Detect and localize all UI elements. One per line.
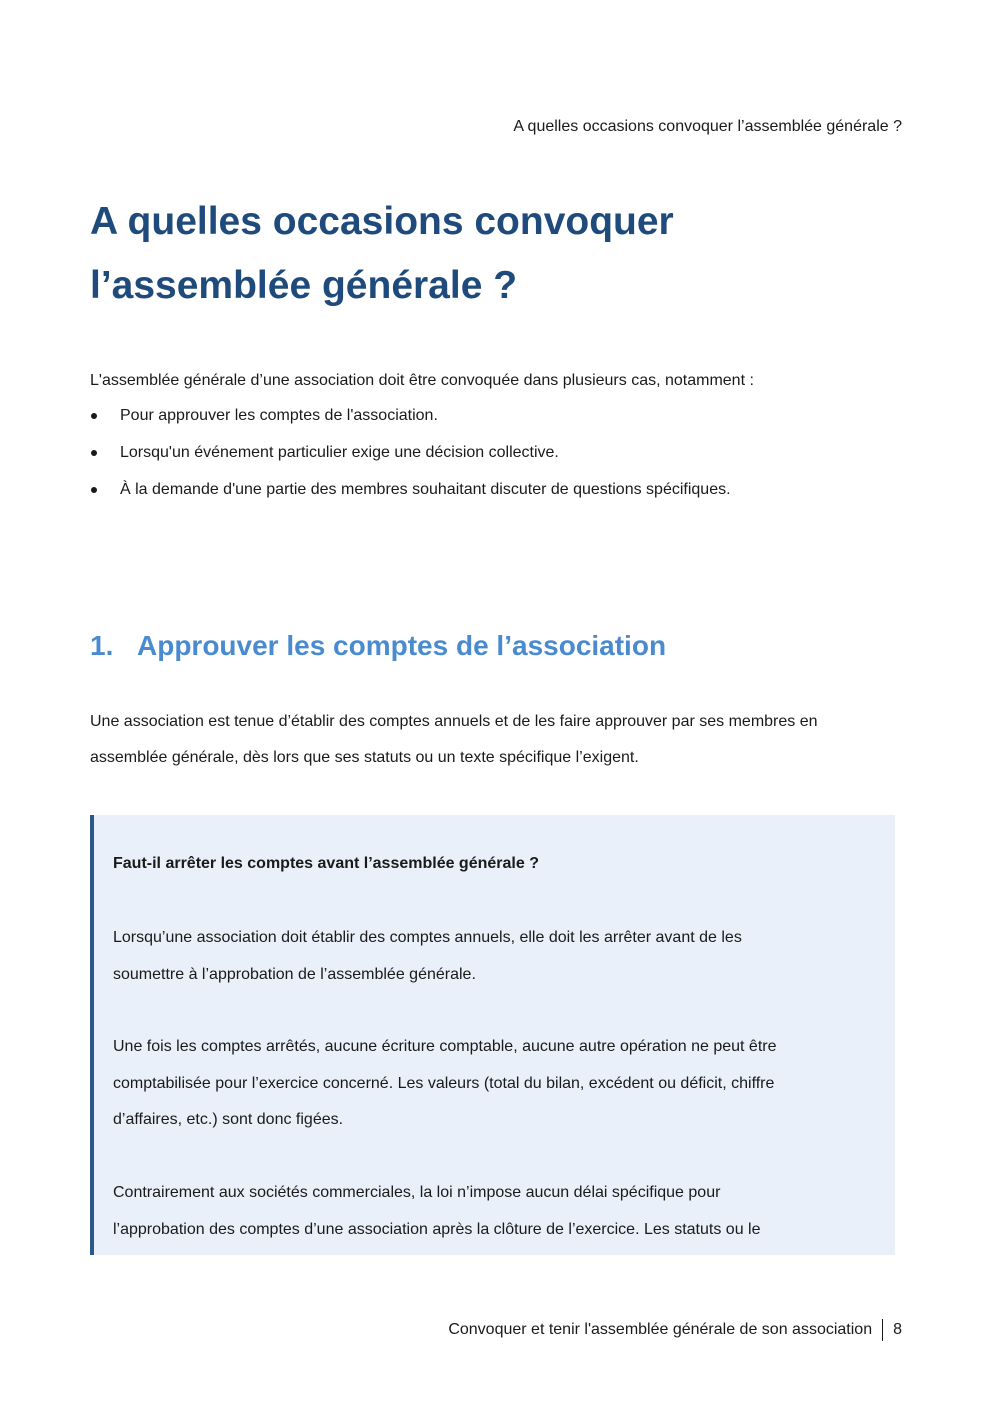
page-title xyxy=(90,190,810,318)
section-heading-text: Approuver les comptes de l’association xyxy=(137,630,667,661)
section-paragraph xyxy=(90,704,902,776)
callout-paragraph xyxy=(113,920,883,993)
bullet-icon xyxy=(91,487,97,493)
footer-separator xyxy=(882,1319,883,1341)
list-item xyxy=(90,403,902,440)
list-item-text: À la demande d'une partie des membres souhaitant discuter de questions spécifiques. xyxy=(120,481,731,498)
callout-paragraph-line: d’affaires, etc.) sont donc figées. xyxy=(113,1111,344,1128)
footer-document-title: Convoquer et tenir l'assemblée générale de son association xyxy=(448,1321,873,1338)
running-header: A quelles occasions convoquer l’assemblée générale ? xyxy=(513,118,902,135)
callout-paragraph-line: comptabilisée pour l’exercice concerné. Les valeurs (total du bilan, excédent ou déficit, chiffre xyxy=(113,1074,775,1092)
callout-paragraph-line: Lorsqu’une association doit établir des comptes annuels, elle doit les arrêter avant de les xyxy=(113,929,742,946)
bullet-list xyxy=(90,403,902,514)
callout-paragraph xyxy=(113,1175,883,1248)
callout-paragraph-line: Une fois les comptes arrêtés, aucune écriture comptable, aucune autre opération ne peut être xyxy=(113,1038,777,1055)
list-item xyxy=(90,440,902,477)
callout-paragraph-line: l’approbation des comptes d’une association après la clôture de l’exercice. Les statuts ou le xyxy=(113,1220,761,1238)
section-heading xyxy=(90,626,666,666)
list-item-text: Pour approuver les comptes de l'association. xyxy=(120,407,438,424)
page-title-line-1: A quelles occasions convoquer xyxy=(90,200,674,243)
callout-title: Faut-il arrêter les comptes avant l’assemblée générale ? xyxy=(113,855,539,872)
page-title-line-2: l’assemblée générale ? xyxy=(90,264,518,307)
page-footer xyxy=(448,1318,902,1342)
list-item-text: Lorsqu'un événement particulier exige une décision collective. xyxy=(120,444,559,461)
list-item xyxy=(90,477,902,514)
section-paragraph-line: Une association est tenue d’établir des comptes annuels et de les faire approuver par ses membres en xyxy=(90,713,818,730)
bullet-icon xyxy=(91,450,97,456)
callout-paragraph xyxy=(113,1029,883,1139)
callout-paragraph-line: Contrairement aux sociétés commerciales, la loi n’impose aucun délai spécifique pour xyxy=(113,1184,721,1201)
callout-paragraph-line: soumettre à l’approbation de l’assemblée générale. xyxy=(113,965,476,983)
section-number: 1. xyxy=(90,630,114,661)
section-paragraph-line: assemblée générale, dès lors que ses statuts ou un texte spécifique l’exigent. xyxy=(90,749,639,766)
page-number: 8 xyxy=(893,1321,902,1338)
callout-box xyxy=(90,815,895,1255)
bullet-icon xyxy=(91,413,97,419)
intro-paragraph: L'assemblée générale d’une association doit être convoquée dans plusieurs cas, notamment : xyxy=(90,372,754,389)
